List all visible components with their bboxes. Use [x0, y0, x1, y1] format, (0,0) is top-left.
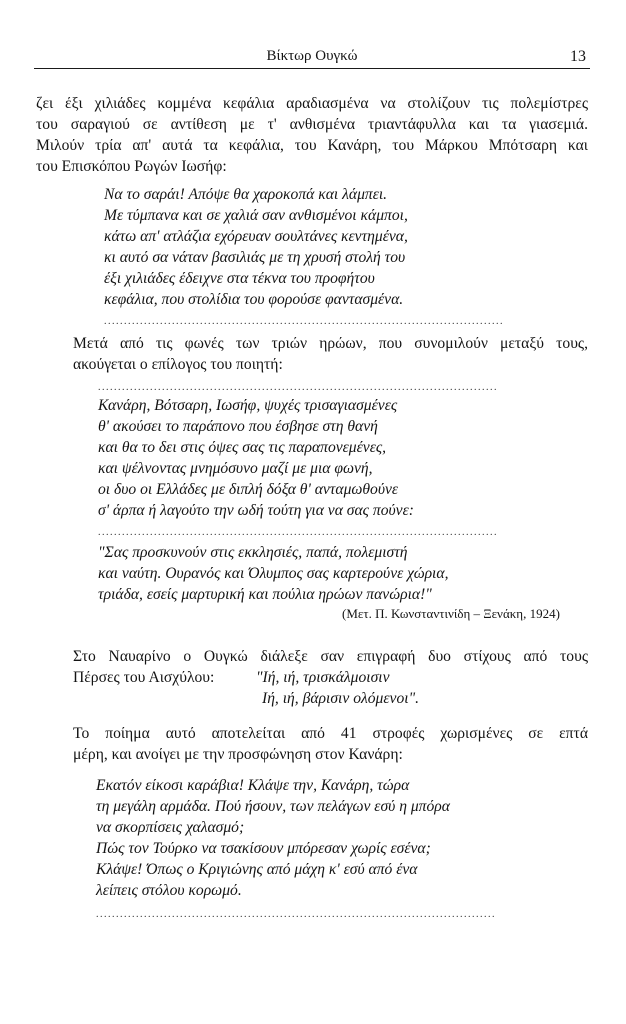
- structure-line: Το ποίημα αυτό αποτελείται από 41 στροφές χωρισμένες σε επτά: [73, 725, 588, 742]
- epigraph-line: "Ιή, ιή, τρισκάλμοισιν: [256, 669, 390, 686]
- verse-line: και θα το δει στις όψες σας τις παραπονεμένες,: [98, 439, 387, 456]
- epigraph-line: Ιή, ιή, βάρισιν ολόμενοι".: [262, 690, 420, 707]
- verse-line: Πώς τον Τούρκο να τσακίσουν μπόρεσαν χωρίς εσένα;: [96, 840, 431, 857]
- ellipsis-line: ....................................................................................................: [104, 316, 504, 327]
- verse-line: κεφάλια, που στολίδια του φορούσε φαντασμένα.: [104, 291, 404, 308]
- verse-line: Να το σαράι! Απόψε θα χαροκοπά και λάμπει.: [104, 186, 388, 203]
- navarino-line-prefix: Πέρσες του Αισχύλου:: [73, 669, 215, 686]
- transition-line: Μετά από τις φωνές των τριών ηρώων, που συνομιλούν μεταξύ τους,: [73, 335, 588, 352]
- navarino-line: Στο Ναυαρίνο ο Ουγκώ διάλεξε σαν επιγραφή δυο στίχους από τους: [73, 648, 588, 665]
- ellipsis-line: ....................................................................................................: [98, 527, 498, 538]
- ellipsis-line: ....................................................................................................: [98, 382, 498, 393]
- structure-line: μέρη, και ανοίγει με την προσφώνηση στον Κανάρη:: [73, 746, 403, 763]
- verse-line: "Σας προσκυνούν στις εκκλησιές, παπά, πολεμιστή: [98, 544, 408, 561]
- verse-line: Με τύμπανα και σε χαλιά σαν ανθισμένοι κάμποι,: [104, 207, 408, 224]
- verse-line: Κλάψε! Όπως ο Κριγιώνης από μάχη κ' εσύ από ένα: [96, 861, 418, 878]
- verse-line: σ' άρπα ή λαγούτο την ωδή τούτη για να σας πούνε:: [98, 502, 414, 519]
- intro-line: ζει έξι χιλιάδες κομμένα κεφάλια αραδιασμένα να στολίζουν τις πολεμίστρες: [36, 95, 588, 112]
- ellipsis-line: ....................................................................................................: [96, 909, 496, 920]
- verse-line: τριάδα, εσείς μαρτυρική και πούλια ηρώων πανώρια!": [98, 586, 432, 603]
- verse-line: κι αυτό σα νάταν βασιλιάς με τη χρυσή στολή του: [104, 249, 406, 266]
- verse-line: οι δυο οι Ελλάδες με διπλή δόξα θ' ανταμωθούνε: [98, 481, 399, 498]
- translation-citation: (Μετ. Π. Κωνσταντινίδη – Ξενάκη, 1924): [342, 606, 560, 621]
- verse-line: να σκορπίσεις χαλασμό;: [96, 819, 245, 836]
- intro-line: του Επισκόπου Ρωγών Ιωσήφ:: [36, 158, 227, 175]
- verse-line: και ναύτη. Ουρανός και Όλυμπος σας καρτερούνε χώρια,: [98, 565, 449, 582]
- transition-line: ακούγεται ο επίλογος του ποιητή:: [73, 356, 283, 373]
- intro-line: Μιλούν τρία απ' αυτά τα κεφάλια, του Κανάρη, του Μάρκου Μπότσαρη και: [36, 137, 588, 154]
- verse-line: Κανάρη, Βότσαρη, Ιωσήφ, ψυχές τρισαγιασμένες: [98, 397, 398, 414]
- running-title: Βίκτωρ Ουγκώ: [266, 48, 358, 64]
- page-number: 13: [570, 48, 586, 65]
- verse-line: θ' ακούσει το παράπονο που έσβησε στη θανή: [98, 418, 378, 435]
- verse-line: έξι χιλιάδες έδειχνε στα τέκνα του προφήτου: [104, 270, 375, 287]
- verse-line: λείπεις στόλου κορωμό.: [96, 882, 242, 899]
- verse-line: Εκατόν είκοσι καράβια! Κλάψε την, Κανάρη, τώρα: [96, 777, 410, 794]
- intro-line: του σαραγιού σε αντίθεση με τ' ανθισμένα τριαντάφυλλα και τα γιασεμιά.: [36, 116, 588, 133]
- verse-line: τη μεγάλη αρμάδα. Πού ήσουν, των πελάγων εσύ η μπόρα: [96, 798, 450, 815]
- verse-line: κάτω απ' ατλάζια εχόρευαν σουλτάνες κεντημένα,: [104, 228, 408, 245]
- page-header: [34, 46, 590, 69]
- verse-line: και ψέλνοντας μνημόσυνο μαζί με μια φωνή,: [98, 460, 373, 477]
